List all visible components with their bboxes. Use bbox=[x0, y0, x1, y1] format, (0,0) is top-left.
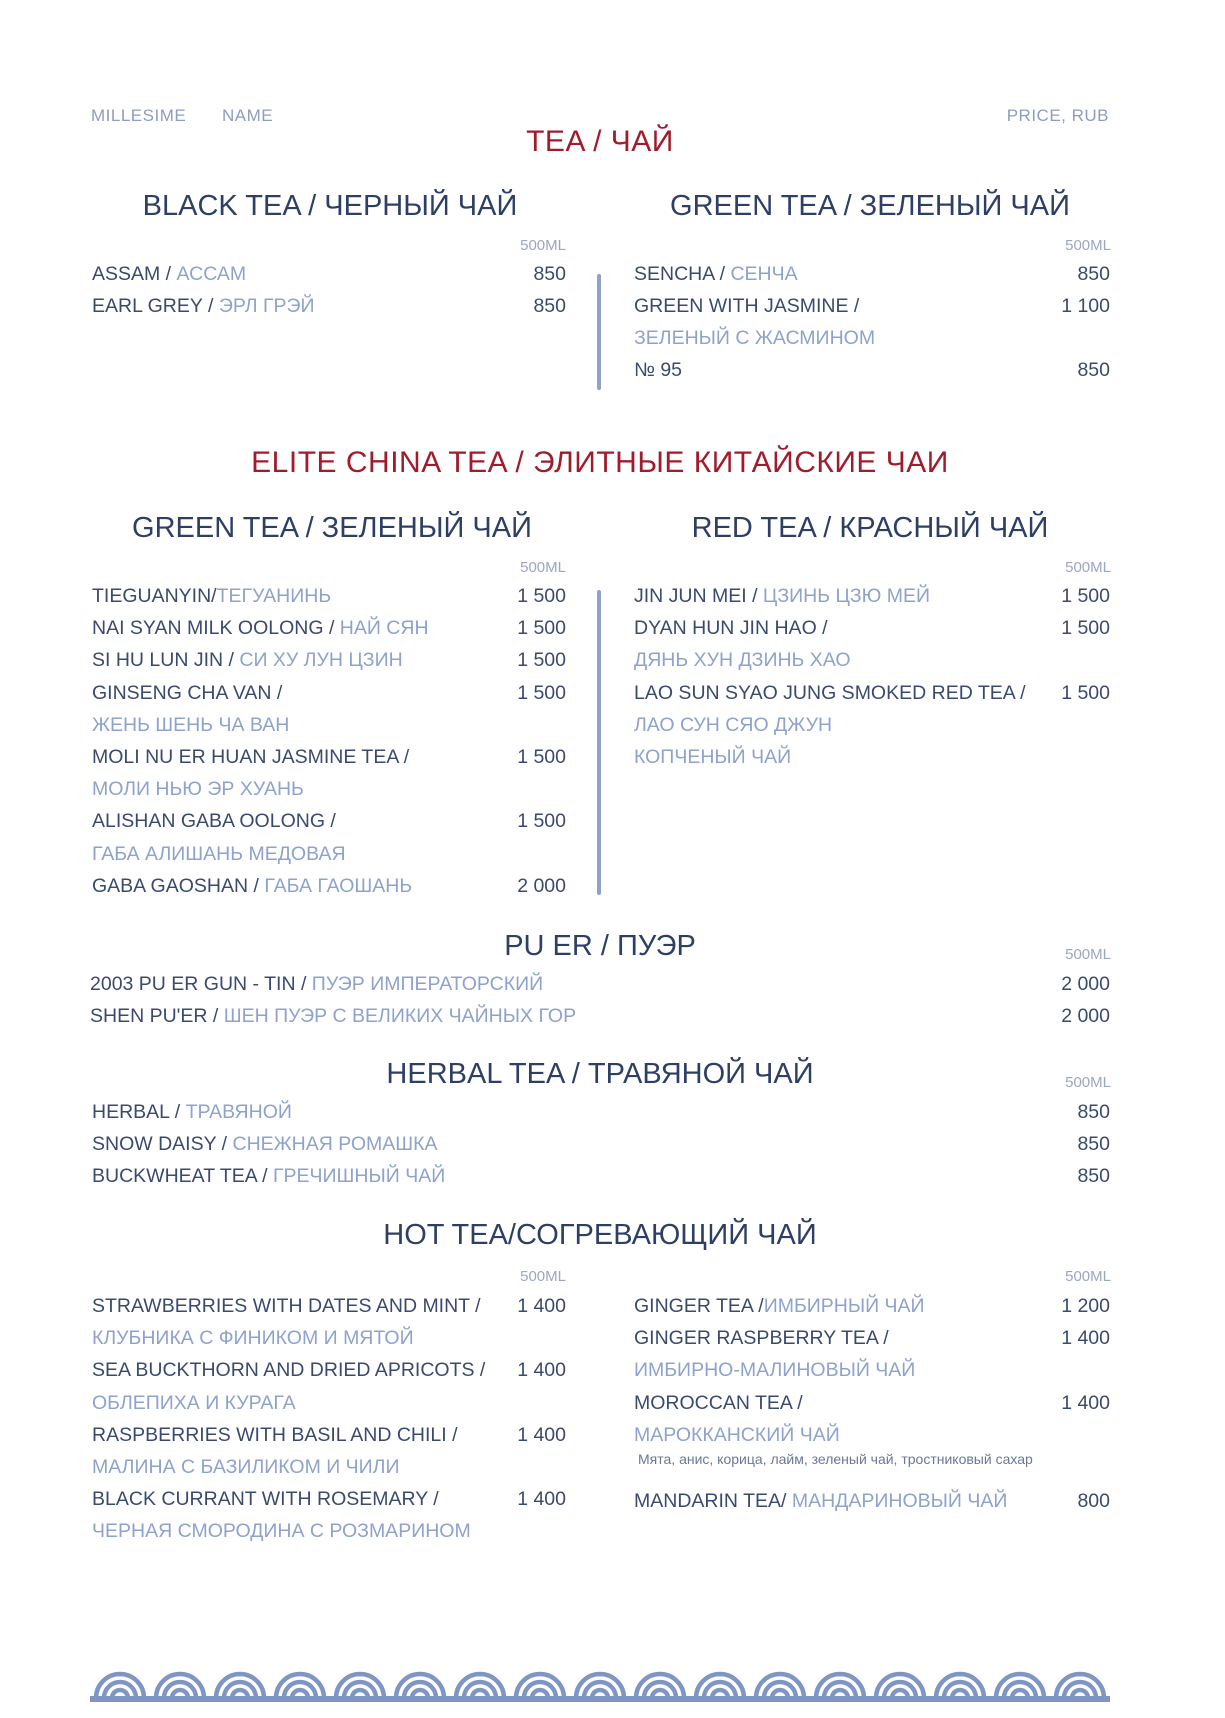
item-price: 850 bbox=[533, 295, 566, 317]
menu-item bbox=[90, 969, 1110, 999]
menu-item bbox=[634, 1291, 1110, 1321]
puer-volume: 500ML bbox=[1065, 946, 1111, 963]
menu-item bbox=[92, 1388, 566, 1418]
item-name-en: TIEGUANYIN/ bbox=[92, 585, 217, 607]
page-title: TEA / ЧАЙ bbox=[526, 125, 674, 158]
item-name-ru: ТЕГУАНИНЬ bbox=[216, 585, 332, 607]
item-name-ru: ОБЛЕПИХА И КУРАГА bbox=[92, 1391, 296, 1414]
menu-item bbox=[634, 291, 1110, 321]
menu-item bbox=[92, 1516, 566, 1546]
price-label: PRICE, RUB bbox=[1006, 106, 1109, 125]
item-name-en: GINSENG CHA VAN / bbox=[92, 681, 283, 704]
item-name-en: SHEN PU'ER / bbox=[90, 1005, 224, 1027]
menu-item bbox=[92, 806, 566, 836]
menu-item bbox=[92, 613, 566, 643]
wave-ornament bbox=[90, 1666, 1110, 1702]
menu-item bbox=[92, 1420, 566, 1450]
menu-item-mandarin bbox=[634, 1486, 1110, 1516]
item-name-ru: СИ ХУ ЛУН ЦЗИН bbox=[239, 649, 403, 672]
item-name-en: GABA GAOSHAN / bbox=[92, 874, 265, 897]
item-name-ru: ЖЕНЬ ШЕНЬ ЧА ВАН bbox=[92, 713, 290, 736]
item-name-en: SI HU LUN JIN / bbox=[92, 649, 240, 672]
menu-item bbox=[634, 710, 1110, 740]
item-price: 1 500 bbox=[1061, 681, 1110, 704]
item-name-en: MANDARIN TEA/ bbox=[634, 1490, 792, 1512]
item-name-ru: МАРОККАНСКИЙ ЧАЙ bbox=[634, 1423, 840, 1446]
item-price: 1 500 bbox=[517, 746, 566, 768]
item-price: 1 100 bbox=[1061, 295, 1110, 317]
menu-item bbox=[634, 645, 1110, 675]
menu-item bbox=[634, 742, 1110, 772]
item-name-ru: ЗЕЛЕНЫЙ С ЖАСМИНОМ bbox=[634, 327, 876, 349]
menu-item bbox=[92, 259, 566, 289]
elite-red-volume: 500ML bbox=[1065, 559, 1111, 576]
item-price: 1 500 bbox=[517, 585, 566, 607]
black-tea-volume: 500ML bbox=[520, 237, 566, 254]
hot-tea-heading: HOT TEA/СОГРЕВАЮЩИЙ ЧАЙ bbox=[383, 1219, 817, 1251]
menu-item bbox=[634, 355, 1110, 385]
item-price: 1 400 bbox=[1061, 1391, 1110, 1414]
item-name-ru: АССАМ bbox=[176, 263, 247, 285]
elite-green-volume: 500ML bbox=[520, 559, 566, 576]
item-name-en: HERBAL / bbox=[92, 1101, 186, 1123]
item-name-en: MOLI NU ER HUAN JASMINE TEA / bbox=[92, 746, 410, 768]
item-price: 850 bbox=[533, 263, 566, 285]
item-price: 1 500 bbox=[517, 681, 566, 704]
item-price: 1 500 bbox=[517, 810, 566, 833]
menu-item bbox=[92, 645, 566, 675]
item-name-en: GINGER RASPBERRY TEA / bbox=[634, 1327, 889, 1350]
item-name-ru: ТРАВЯНОЙ bbox=[185, 1101, 292, 1123]
item-price: 1 500 bbox=[1061, 585, 1110, 607]
item-name-en: GINGER TEA / bbox=[634, 1295, 764, 1317]
item-name-en: DYAN HUN JIN HAO / bbox=[634, 617, 828, 640]
item-name-en: SENCHA / bbox=[634, 263, 731, 285]
divider-line bbox=[597, 590, 601, 895]
hot-tea-volume-right: 500ML bbox=[1065, 1268, 1111, 1285]
item-name-en: 2003 PU ER GUN - TIN / bbox=[90, 973, 312, 995]
item-price: 1 400 bbox=[517, 1488, 566, 1511]
item-name-en: GREEN WITH JASMINE / bbox=[634, 295, 860, 317]
item-name-ru: МОЛИ НЬЮ ЭР ХУАНЬ bbox=[92, 778, 304, 801]
menu-item bbox=[92, 871, 566, 901]
item-price: 800 bbox=[1077, 1490, 1110, 1512]
divider-line bbox=[597, 274, 601, 390]
menu-item bbox=[92, 581, 566, 611]
item-name-en: LAO SUN SYAO JUNG SMOKED RED TEA / bbox=[634, 681, 1026, 704]
moroccan-note: Мята, анис, корица, лайм, зеленый чай, тростниковый сахар bbox=[638, 1451, 1033, 1467]
item-price: 850 bbox=[1077, 1165, 1110, 1187]
item-name-en: BUCKWHEAT TEA / bbox=[92, 1165, 273, 1187]
elite-red-heading: RED TEA / КРАСНЫЙ ЧАЙ bbox=[691, 512, 1049, 544]
item-name-ru: ЦЗИНЬ ЦЗЮ МЕЙ bbox=[762, 585, 931, 607]
item-name-ru: ШЕН ПУЭР С ВЕЛИКИХ ЧАЙНЫХ ГОР bbox=[223, 1005, 577, 1027]
green-tea-heading: GREEN TEA / ЗЕЛЕНЫЙ ЧАЙ bbox=[670, 190, 1070, 222]
item-name-en: SEA BUCKTHORN AND DRIED APRICOTS / bbox=[92, 1359, 486, 1382]
item-name-en: SNOW DAISY / bbox=[92, 1133, 233, 1155]
elite-green-heading: GREEN TEA / ЗЕЛЕНЫЙ ЧАЙ bbox=[132, 512, 532, 544]
item-name-en: JIN JUN MEI / bbox=[634, 585, 763, 607]
menu-item bbox=[92, 291, 566, 321]
herbal-heading: HERBAL TEA / ТРАВЯНОЙ ЧАЙ bbox=[386, 1058, 814, 1090]
item-price: 1 400 bbox=[517, 1423, 566, 1446]
item-price: 1 400 bbox=[1061, 1327, 1110, 1350]
item-price: 850 bbox=[1077, 359, 1110, 381]
item-name-ru: ПУЭР ИМПЕРАТОРСКИЙ bbox=[311, 973, 544, 995]
item-price: 850 bbox=[1077, 1101, 1110, 1123]
menu-item bbox=[92, 1323, 566, 1353]
item-name-ru: КОПЧЕНЫЙ ЧАЙ bbox=[634, 746, 792, 768]
menu-item bbox=[92, 710, 566, 740]
item-name-ru: МАЛИНА С БАЗИЛИКОМ И ЧИЛИ bbox=[92, 1456, 400, 1478]
item-price: 1 200 bbox=[1061, 1295, 1110, 1317]
menu-item bbox=[92, 678, 566, 708]
black-tea-heading: BLACK TEA / ЧЕРНЫЙ ЧАЙ bbox=[142, 190, 518, 222]
item-name-ru: НАЙ СЯН bbox=[339, 617, 429, 640]
menu-item bbox=[634, 1388, 1110, 1418]
hot-tea-volume-left: 500ML bbox=[520, 1268, 566, 1285]
menu-item bbox=[634, 678, 1110, 708]
item-price: 1 400 bbox=[517, 1295, 566, 1317]
millesime-label: MILLESIME bbox=[91, 106, 187, 125]
menu-item bbox=[92, 1161, 1110, 1191]
menu-item bbox=[634, 613, 1110, 643]
item-price: 1 500 bbox=[517, 617, 566, 640]
item-name-ru: ЧЕРНАЯ СМОРОДИНА С РОЗМАРИНОМ bbox=[92, 1520, 471, 1543]
item-name-en: MOROCCAN TEA / bbox=[634, 1391, 803, 1414]
puer-heading: PU ER / ПУЭР bbox=[504, 930, 696, 962]
item-name-en: STRAWBERRIES WITH DATES AND MINT / bbox=[92, 1295, 481, 1317]
item-name-ru: СЕНЧА bbox=[730, 263, 798, 285]
item-name-en: ASSAM / bbox=[92, 263, 177, 285]
menu-item bbox=[634, 1323, 1110, 1353]
name-label: NAME bbox=[222, 106, 274, 125]
item-name-en: NAI SYAN MILK OOLONG / bbox=[92, 617, 340, 640]
menu-item bbox=[92, 1097, 1110, 1127]
menu-item bbox=[634, 581, 1110, 611]
menu-item bbox=[92, 1484, 566, 1514]
herbal-volume: 500ML bbox=[1065, 1074, 1111, 1091]
menu-item bbox=[92, 774, 566, 804]
item-price: 2 000 bbox=[1061, 973, 1110, 995]
item-name-ru: ЛАО СУН СЯО ДЖУН bbox=[634, 713, 833, 736]
item-name-ru: ГАБА АЛИШАНЬ МЕДОВАЯ bbox=[92, 842, 346, 865]
item-price: 2 000 bbox=[517, 874, 566, 897]
item-name-ru: МАНДАРИНОВЫЙ ЧАЙ bbox=[791, 1490, 1008, 1512]
elite-title: ELITE CHINA TEA / ЭЛИТНЫЕ КИТАЙСКИЕ ЧАИ bbox=[251, 446, 949, 479]
item-name-ru: ЭРЛ ГРЭЙ bbox=[218, 295, 315, 317]
green-tea-volume: 500ML bbox=[1065, 237, 1111, 254]
item-name-ru: ИМБИРНО-МАЛИНОВЫЙ ЧАЙ bbox=[634, 1359, 916, 1382]
item-name-ru: ГРЕЧИШНЫЙ ЧАЙ bbox=[272, 1165, 446, 1187]
menu-item bbox=[92, 1129, 1110, 1159]
menu-item bbox=[92, 1291, 566, 1321]
item-name-ru: ГАБА ГАОШАНЬ bbox=[264, 874, 413, 897]
item-price: 1 500 bbox=[517, 649, 566, 672]
item-name-en: № 95 bbox=[634, 359, 683, 381]
menu-item bbox=[634, 323, 1110, 353]
item-price: 1 500 bbox=[1061, 617, 1110, 640]
item-name-en: BLACK CURRANT WITH ROSEMARY / bbox=[92, 1488, 439, 1511]
item-price: 850 bbox=[1077, 263, 1110, 285]
item-name-en: RASPBERRIES WITH BASIL AND CHILI / bbox=[92, 1423, 458, 1446]
menu-item bbox=[634, 1420, 1110, 1450]
item-name-en: ALISHAN GABA OOLONG / bbox=[92, 810, 336, 833]
menu-item bbox=[92, 1452, 566, 1482]
item-name-ru: ИМБИРНЫЙ ЧАЙ bbox=[763, 1295, 925, 1317]
menu-item bbox=[634, 1355, 1110, 1385]
item-price: 2 000 bbox=[1061, 1005, 1110, 1027]
menu-item bbox=[92, 742, 566, 772]
menu-item bbox=[92, 1355, 566, 1385]
item-name-ru: КЛУБНИКА С ФИНИКОМ И МЯТОЙ bbox=[92, 1327, 414, 1350]
menu-item bbox=[92, 839, 566, 869]
item-price: 850 bbox=[1077, 1133, 1110, 1155]
item-name-en: EARL GREY / bbox=[92, 295, 219, 317]
menu-item bbox=[90, 1001, 1110, 1031]
item-name-ru: ДЯНЬ ХУН ДЗИНЬ ХАО bbox=[634, 649, 851, 672]
item-price: 1 400 bbox=[517, 1359, 566, 1382]
menu-item bbox=[634, 259, 1110, 289]
item-name-ru: СНЕЖНАЯ РОМАШКА bbox=[232, 1133, 438, 1155]
